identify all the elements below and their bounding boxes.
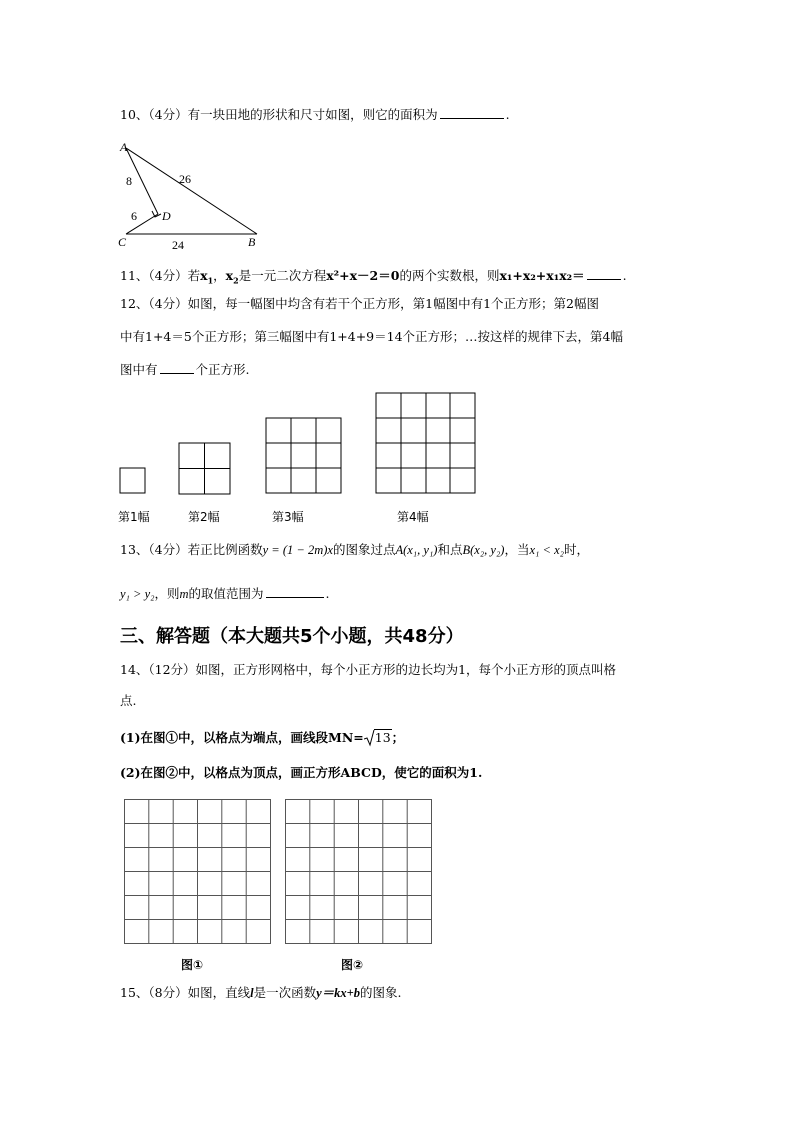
sqrt-symbol: 13 <box>364 732 392 745</box>
length-AB: 26 <box>179 172 191 186</box>
q11-text: 11、（4分）若$x_1$，$x_2$是一元二次方程x²+x－2＝0的两个实数根，则x₁+x₂+x₁x₂＝ . <box>120 268 627 286</box>
q12-square-figures <box>110 385 490 500</box>
q12-line2: 中有1+4＝5个正方形；第三幅图中有1+4+9＝14个正方形；…按这样的规律下去，第4幅 <box>120 329 623 344</box>
q12-line1: 12、（4分）如图，每一幅图中均含有若干个正方形，第1幅图中有1个正方形；第2幅图 <box>120 296 599 311</box>
length-AD: 8 <box>126 174 132 188</box>
q12-line3: 图中有 个正方形. <box>120 362 250 377</box>
q10-text: 10、（4分）有一块田地的形状和尺寸如图，则它的面积为 . <box>120 107 510 122</box>
label-A: A <box>120 140 128 154</box>
q14-part2: (2)在图②中，以格点为顶点，画正方形ABCD，使它的面积为1. <box>120 765 483 780</box>
grid-figure-1 <box>124 799 272 945</box>
q13-line2: y₁ > y₂，则m的取值范围为 . <box>120 586 330 601</box>
q11-expression: x₁+x₂+x₁x₂＝ <box>499 268 585 283</box>
q15-function: y＝kx+b <box>316 986 361 1000</box>
q12-caption-2: 第2幅 <box>188 510 220 524</box>
grid-caption-2: 图② <box>341 958 364 972</box>
q15-text: 15、（8分）如图，直线l是一次函数y＝kx+b的图象. <box>120 985 402 1000</box>
q11-equation: x²+x－2＝0 <box>326 268 400 283</box>
q13-point-a: A(x₁, y₁) <box>395 543 438 557</box>
grid-caption-1: 图① <box>181 958 204 972</box>
q13-answer-blank[interactable] <box>266 586 324 598</box>
length-DC: 6 <box>131 209 137 223</box>
q10-triangle-figure <box>112 138 272 256</box>
q12-caption-1: 第1幅 <box>118 510 150 524</box>
label-D: D <box>162 209 171 223</box>
q13-line1: 13、（4分）若正比例函数y = (1 − 2m)x的图象过点A(x₁, y₁)和点B(x₂, y₂)，当x₁ < x₂时， <box>120 542 589 557</box>
q12-caption-4: 第4幅 <box>397 510 429 524</box>
q10-answer-blank[interactable] <box>440 107 504 119</box>
q14-line2: 点. <box>120 693 137 708</box>
label-C: C <box>118 235 127 249</box>
length-CB: 24 <box>172 238 184 252</box>
q14-line1: 14、（12分）如图，正方形网格中，每个小正方形的边长均为1，每个小正方形的顶点叫格 <box>120 662 617 677</box>
q12-caption-3: 第3幅 <box>272 510 304 524</box>
section-title: 三、解答题（本大题共5个小题，共48分） <box>120 626 464 647</box>
label-B: B <box>248 235 256 249</box>
grid-figure-2 <box>285 799 433 945</box>
q14-part1: (1)在图①中，以格点为端点，画线段MN= 13； <box>120 730 405 745</box>
q11-answer-blank[interactable] <box>587 268 621 280</box>
q13-function: y = (1 − 2m)x <box>262 543 333 557</box>
q13-point-b: B(x₂, y₂) <box>462 543 505 557</box>
q12-answer-blank[interactable] <box>160 362 194 374</box>
